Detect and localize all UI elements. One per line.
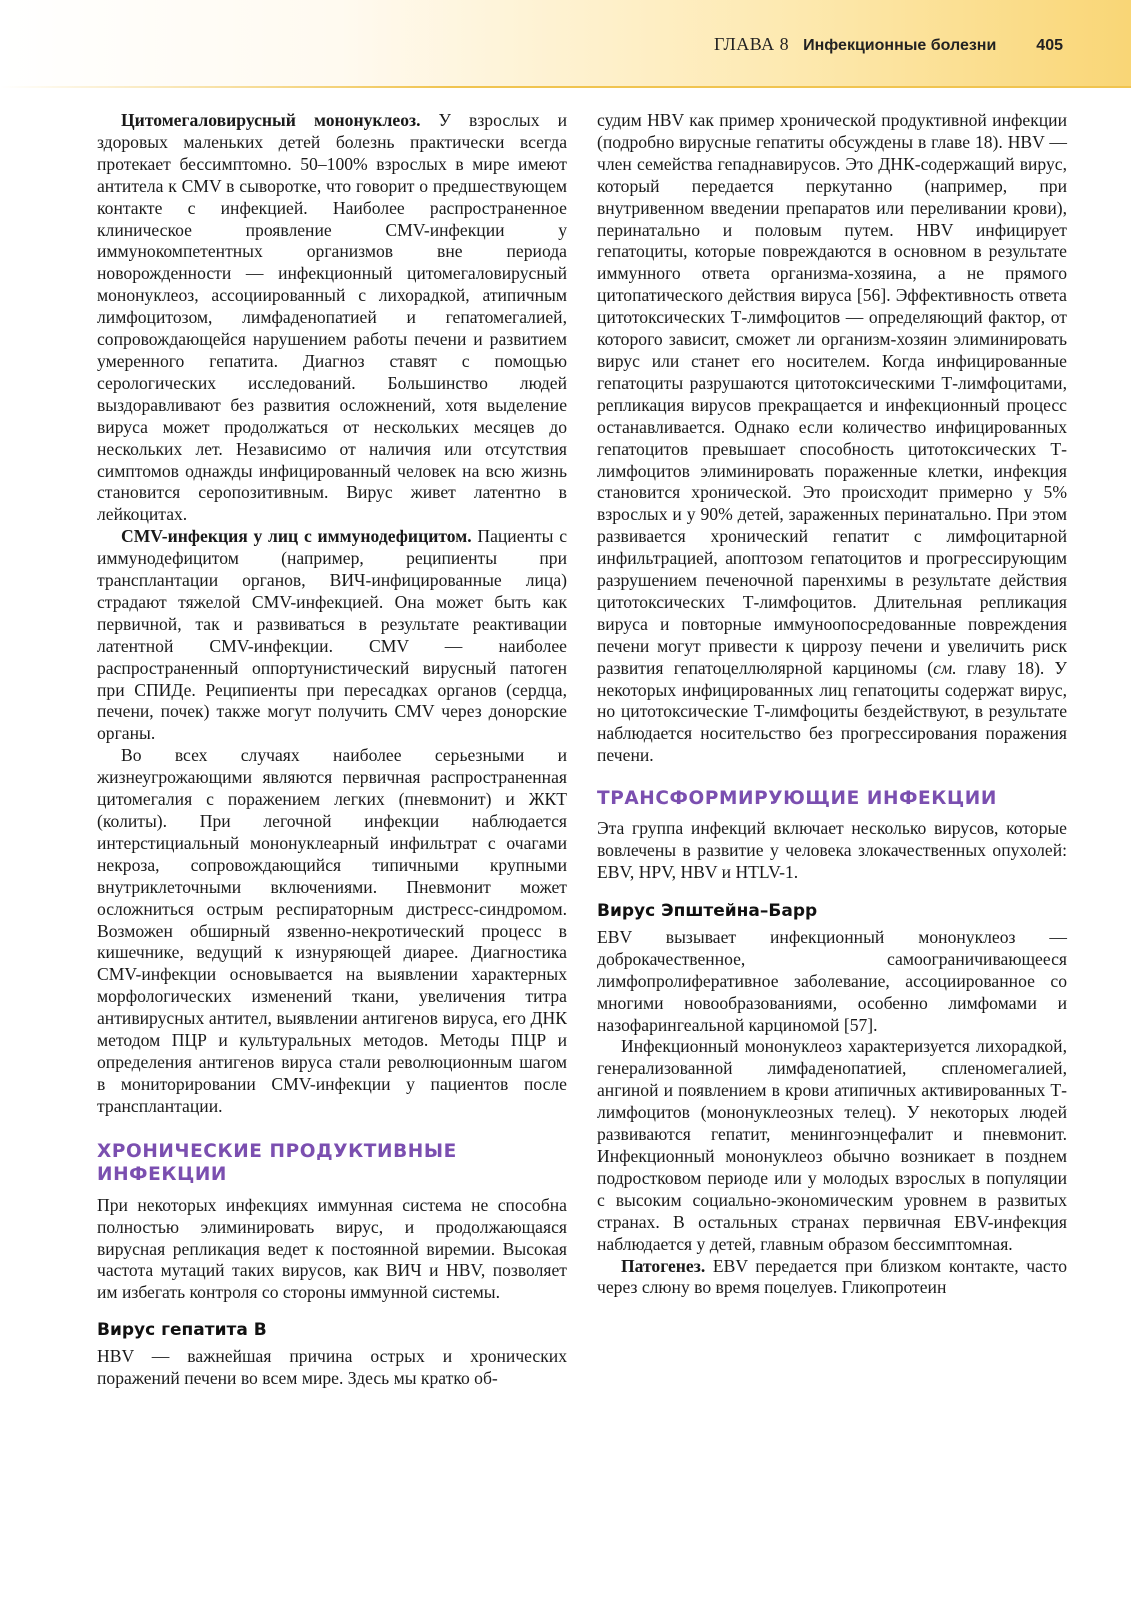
paragraph — [97, 526, 567, 745]
paragraph: Эта группа инфекций включает несколько вирусов, которые вовлечены в развитие у человека злокачественных опухолей: EBV, HPV, HBV и HTLV-1. — [597, 818, 1067, 882]
paragraph-text: У взрослых и здоровых маленьких детей болезнь практически всегда протекает бессимптомно. 50–100% взрослых в мире имеют антитела к CMV в сыворотке, что говорит о предшествующем контакте с инфекцией. Наиболее распространенное клиническое проявление CMV-инфекции у иммунокомпетентных организмов вне периода новорожденности — инфекционный цитомегаловирусный мононуклеоз, ассоциированный с лихорадкой, атипичным лимфоцитозом, лимфаденопатией и гепатомегалией, сопровождающейся нарушением работы печени и развитием умеренного гепатита. Диагноз ставят с помощью серологических исследований. Большинство людей выздоравливают без развития осложнений, хотя выделение вируса может продолжаться от нескольких месяцев до нескольких лет. Независимо от наличия или отсутствия симптомов однажды инфицированный человек на всю жизнь становится серопозитивным. Вирус живет латентно в лейкоцитах. — [97, 110, 567, 525]
page-number: 405 — [1036, 37, 1063, 54]
chapter-title: Инфекционные болезни — [803, 37, 997, 54]
paragraph — [97, 110, 567, 526]
chapter-label: ГЛАВА 8 — [713, 34, 790, 54]
section-heading: ТРАНСФОРМИРУЮЩИЕ ИНФЕКЦИИ — [597, 788, 997, 810]
subsection-heading: Вирус гепатита В — [97, 1320, 267, 1341]
paragraph-lead: Патогенез. — [621, 1255, 706, 1276]
paragraph: Патогенез. EBV передается при близком контакте, часто через слюну во время поцелуев. Гликопротеин — [597, 1255, 1067, 1298]
subsection-heading: Вирус Эпштейна–Барр — [597, 900, 818, 921]
paragraph-lead: CMV-инфекция у лиц с иммунодефицитом. — [121, 526, 472, 547]
left-column — [97, 110, 567, 1390]
paragraph-lead: Цитомегаловирусный мононуклеоз. — [121, 110, 421, 130]
header-rule — [0, 86, 1131, 88]
section-heading: ХРОНИЧЕСКИЕ ПРОДУКТИВНЫЕ ИНФЕКЦИИ — [97, 1140, 457, 1185]
paragraph: Во всех случаях наиболее серьезными и жизнеугрожающими являются первичная распространенная цитомегалия с поражением легких (пневмонит) и ЖКТ (колиты). При легочной инфекции наблюдается интерстициальный мононуклеарный инфильтрат с очагами некроза, сопровождающийся типичными крупными внутриклеточными включениями. Пневмонит может осложниться острым респираторным дистресс-синдромом. Возможен обширный язвенно-некротический процесс в кишечнике, ведущий к изнуряющей диарее. Диагностика CMV-инфекции основывается на выявлении характерных морфологических изменений ткани, увеличения титра антивирусных антител, выявлении антигенов вируса, его ДНК методом ПЦР и культуральных методов. Методы ПЦР и определения антигенов вируса стали революционным шагом в мониторировании CMV-инфекции у пациентов после трансплантации. — [97, 745, 567, 1116]
paragraph: EBV вызывает инфекционный мононуклеоз — доброкачественное, самоограничивающееся лимфопролиферативное заболевание, ассоциированное со многими новообразованиями, особенно лимфомами и назофарингеальной карциномой [57]. — [597, 926, 1067, 1035]
running-head — [714, 34, 1063, 58]
paragraph-text: Пациенты с иммунодефицитом (например, реципиенты при трансплантации органов, ВИЧ-инфицированные лица) страдают тяжелой CMV-инфекцией. Она может быть как первичной, так и развиваться в результате реактивации латентной CMV-инфекции. CMV — наиболее распространенный оппортунистический вирусный патоген при СПИДе. Реципиенты при пересадках органов (сердца, печени, почек) также могут получить CMV через донорские органы. — [97, 526, 567, 744]
paragraph: судим HBV как пример хронической продуктивной инфекции (подробно вирусные гепатиты обсуждены в главе 18). HBV — член семейства гепаднавирусов. Это ДНК-содержащий вирус, который передается перкутанно (например, при внутривенном введении препаратов или переливании крови), перинатально и половым путем. HBV инфицирует гепатоциты, которые повреждаются в основном в результате иммунного ответа организма-хозяина, а не прямого цитопатического действия вируса [56]. Эффективность ответа цитотоксических Т-лимфоцитов — определяющий фактор, от которого зависит, сможет ли организм-хозяин элиминировать вирус или станет его носителем. Когда инфицированные гепатоциты разрушаются цитотоксическими Т-лимфоцитами, репликация вирусов прекращается и инфекционный процесс останавливается. Однако если количество инфицированных гепатоцитов превышает способность цитотоксических Т-лимфоцитов элиминировать пораженные клетки, инфекция становится хронической. Это происходит примерно у 5% взрослых и у 90% детей, зараженных перинатально. При этом развивается хронический гепатит с лимфоцитарной инфильтрацией, апоптозом гепатоцитов и прогрессирующим разрушением печеночной паренхимы в результате действия цитотоксических Т-лимфоцитов. Длительная репликация вируса и повторные иммуноопосредованные повреждения печени могут привести к циррозу печени и увеличить риск развития гепатоцеллюлярной карциномы (см. главу 18). У некоторых инфицированных лиц гепатоциты содержат вирус, но цитотоксические Т-лимфоциты бездействуют, в результате наблюдается носительство без прогрессирования поражения печени. — [597, 110, 1068, 766]
paragraph: Инфекционный мононуклеоз характеризуется лихорадкой, генерализованной лимфаденопатией, спленомегалией, ангиной и появлением в крови атипичных активированных Т-лимфоцитов (мононуклеозных телец). У некоторых людей развиваются гепатит, менингоэнцефалит и пневмонит. Инфекционный мононуклеоз обычно возникает в позднем подростковом периоде или у молодых взрослых в популяции с высоким социально-экономическим уровнем в развитых странах. В остальных странах первичная EBV-инфекция наблюдается у детей, главным образом бессимптомная. — [597, 1036, 1067, 1254]
paragraph: При некоторых инфекциях иммунная система не способна полностью элиминировать вирус, и продолжающаяся вирусная репликация ведет к постоянной виремии. Высокая частота мутаций таких вирусов, как ВИЧ и HBV, позволяет им избегать контроля со стороны иммунной системы. — [97, 1194, 567, 1303]
right-column — [597, 110, 1067, 1299]
paragraph: HBV — важнейшая причина острых и хронических поражений печени во всем мире. Здесь мы кратко об- — [97, 1346, 567, 1389]
